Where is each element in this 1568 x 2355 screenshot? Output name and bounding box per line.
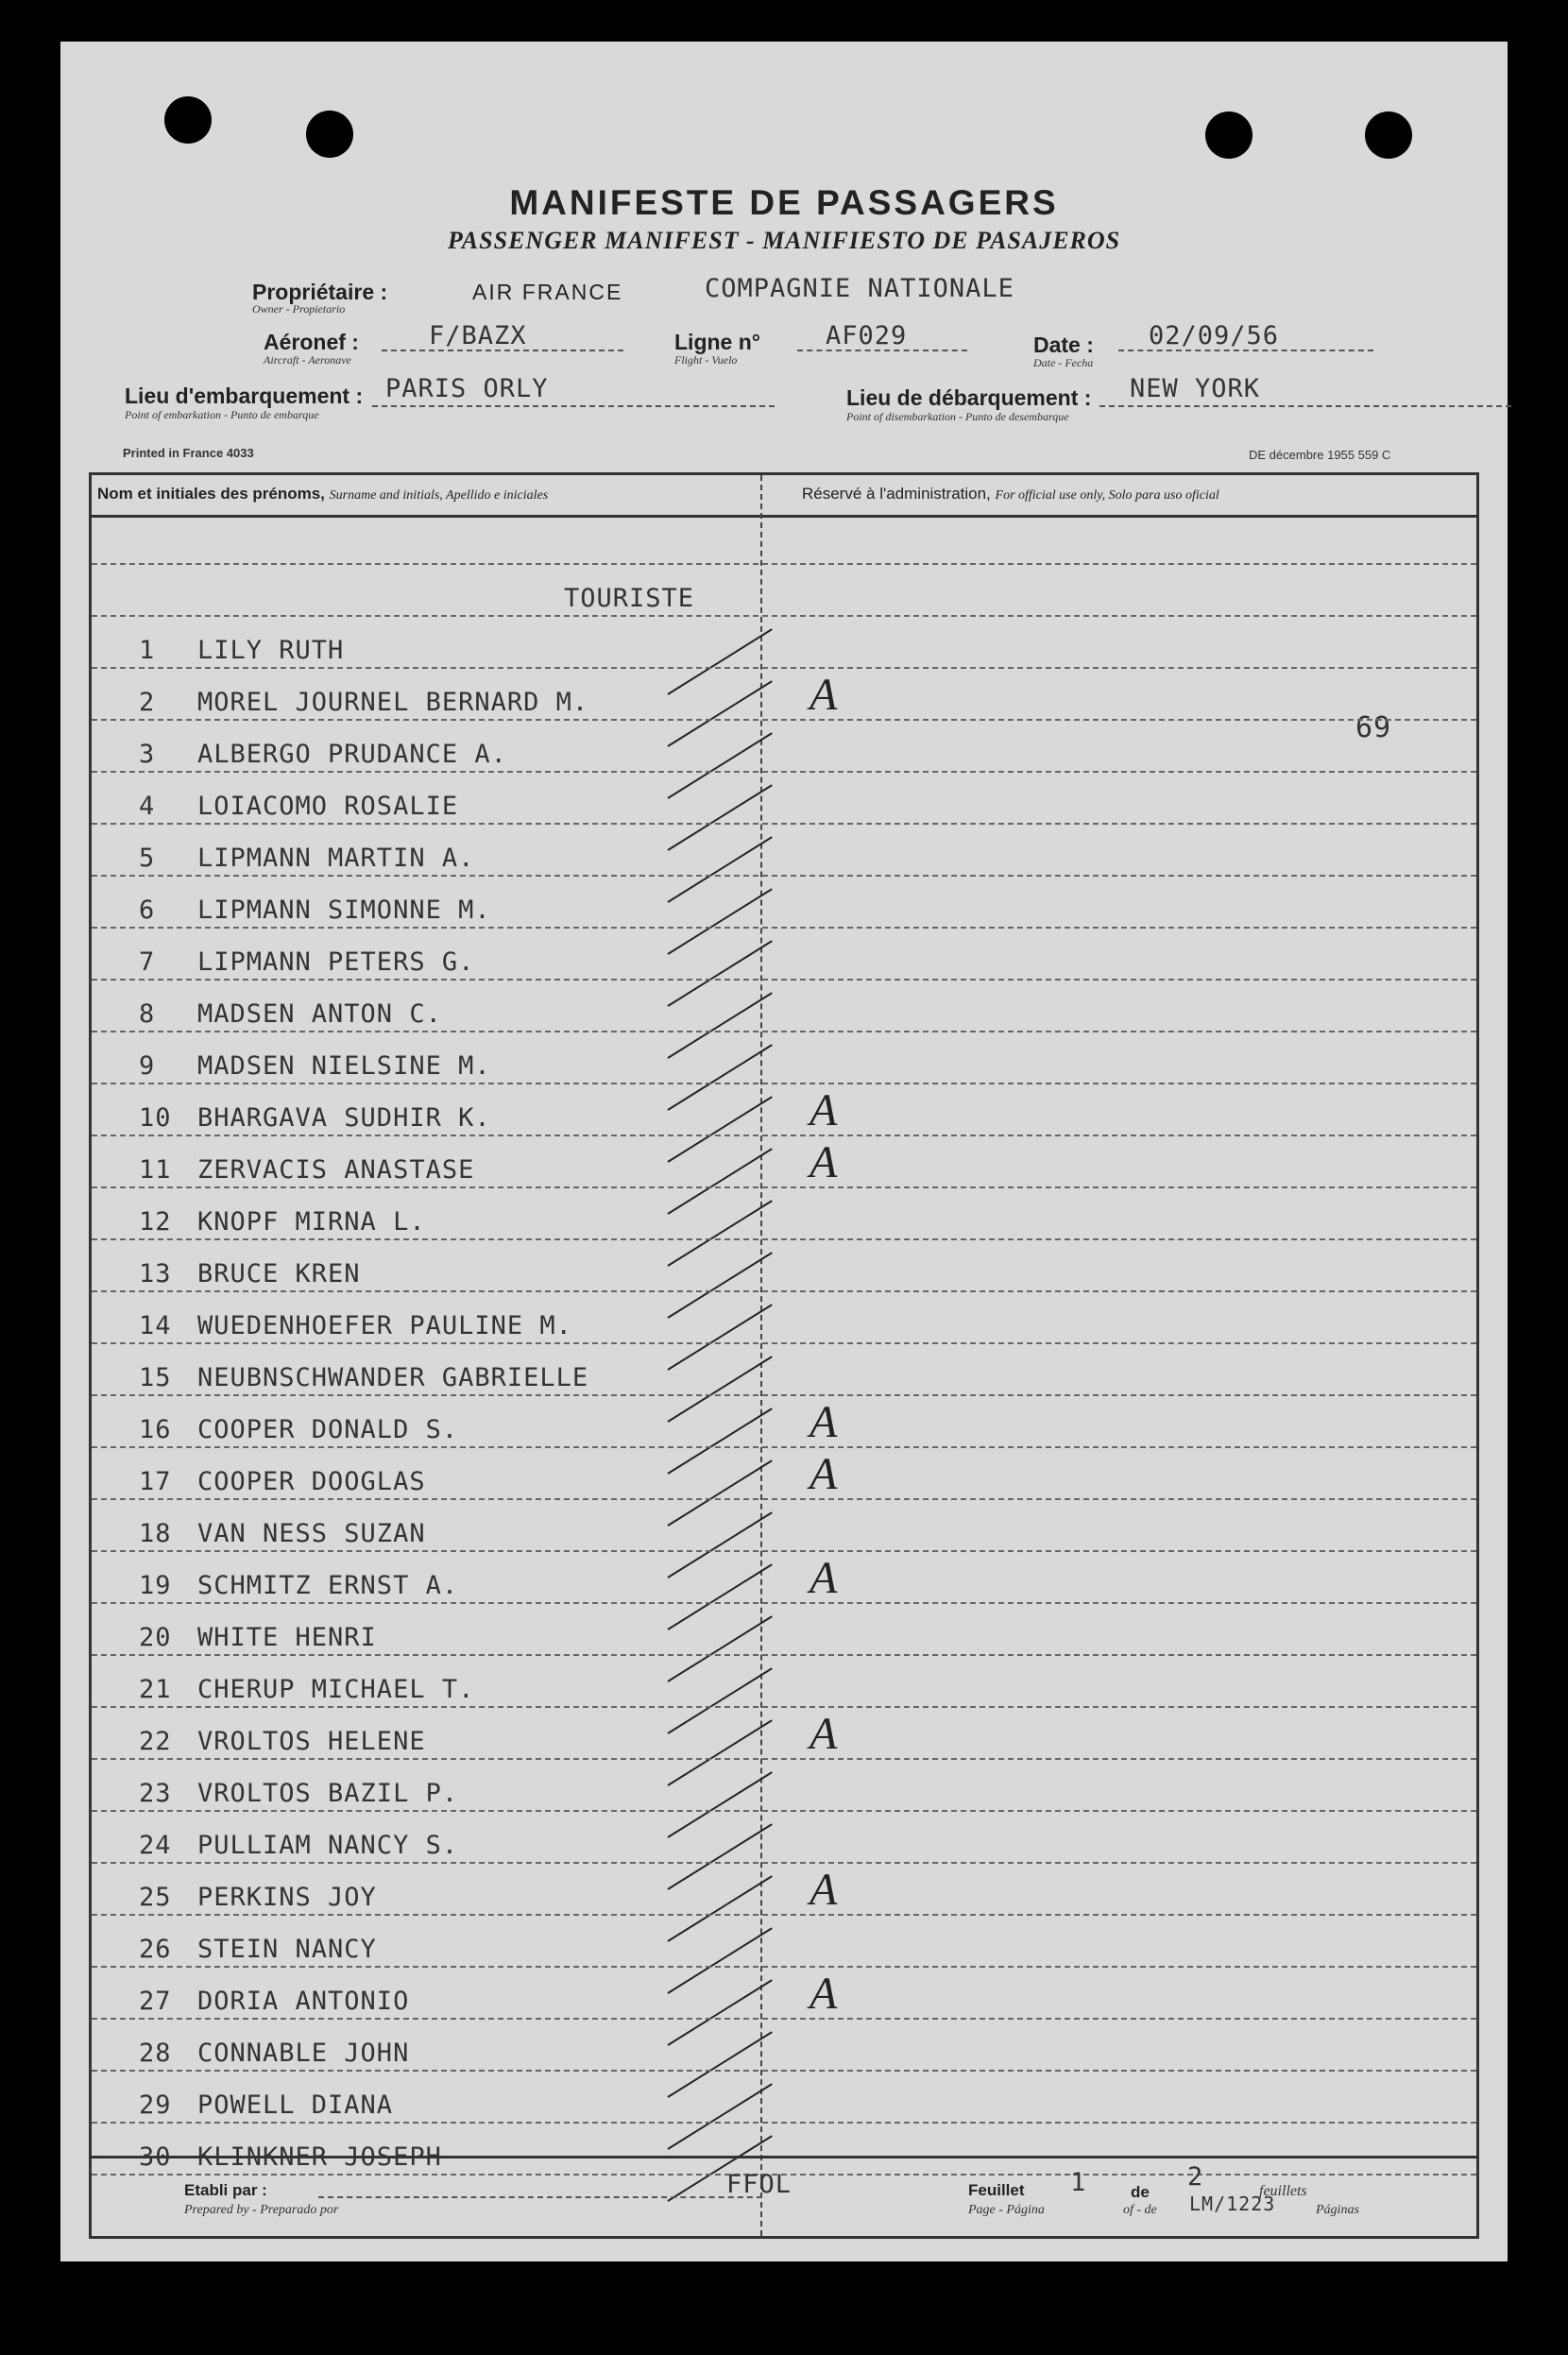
passenger-name: COOPER DOOGLAS — [197, 1467, 426, 1496]
table-row-class — [92, 565, 1476, 617]
passenger-name: CONNABLE JOHN — [197, 2039, 410, 2068]
official-mark: A — [810, 1137, 838, 1187]
date-label: Date : — [1033, 333, 1094, 357]
prepared-sublabel: Prepared by - Preparado por — [184, 2203, 339, 2217]
passenger-name: COOPER DONALD S. — [197, 1415, 459, 1444]
aircraft-sublabel: Aircraft - Aeronave — [264, 353, 351, 367]
table-row — [92, 1396, 1476, 1448]
official-mark: A — [810, 1397, 838, 1447]
table-row — [92, 1032, 1476, 1084]
table-row — [92, 1448, 1476, 1500]
table-row — [92, 2072, 1476, 2124]
table-row — [92, 1656, 1476, 1708]
passenger-entry — [139, 1571, 458, 1600]
table-row — [92, 721, 1476, 773]
passenger-entry — [139, 1623, 377, 1652]
table-row — [92, 1240, 1476, 1292]
disembarkation-line — [1099, 405, 1511, 407]
passenger-name: STEIN NANCY — [197, 1935, 377, 1964]
punch-hole — [164, 96, 212, 144]
table-row — [92, 669, 1476, 721]
passenger-number: 22 — [139, 1727, 172, 1756]
page-subtitle: PASSENGER MANIFEST - MANIFIESTO DE PASAJEROS — [447, 227, 1121, 254]
embarkation-line — [372, 405, 775, 407]
passenger-entry — [139, 1259, 361, 1288]
table-row — [92, 825, 1476, 877]
table-row — [92, 2020, 1476, 2072]
table-row — [92, 1604, 1476, 1656]
passenger-number: 28 — [139, 2039, 172, 2068]
passenger-entry — [139, 1155, 474, 1185]
passenger-name: VROLTOS HELENE — [197, 1727, 426, 1756]
passenger-entry — [139, 1467, 426, 1496]
passenger-number: 12 — [139, 1207, 172, 1237]
official-mark: A — [810, 670, 838, 720]
passenger-entry — [139, 896, 491, 925]
passenger-entry — [139, 2090, 393, 2120]
table-row — [92, 1864, 1476, 1916]
owner-typed: COMPAGNIE NATIONALE — [705, 274, 1014, 303]
passenger-name: POWELL DIANA — [197, 2090, 394, 2120]
date-line — [1118, 350, 1373, 351]
passenger-number: 15 — [139, 1363, 172, 1392]
passenger-name: NEUBNSCHWANDER GABRIELLE — [197, 1363, 589, 1392]
passenger-name: MOREL JOURNEL BERNARD M. — [197, 688, 589, 717]
passenger-entry — [139, 792, 458, 821]
passenger-number: 13 — [139, 1259, 172, 1288]
passenger-number: 19 — [139, 1571, 172, 1600]
table-row — [92, 1500, 1476, 1552]
owner-sublabel: Owner - Propietario — [252, 302, 346, 316]
form-reference: DE décembre 1955 559 C — [1249, 448, 1391, 462]
class-label: TOURISTE — [564, 584, 695, 613]
passenger-entry — [139, 1103, 491, 1133]
passenger-entry — [139, 1727, 426, 1756]
table-footer — [92, 2156, 1476, 2236]
passenger-entry — [139, 688, 588, 717]
passenger-table — [89, 472, 1479, 2239]
passenger-name: WUEDENHOEFER PAULINE M. — [197, 1311, 572, 1340]
passenger-number: 9 — [139, 1051, 156, 1081]
prepared-value: FFOL — [726, 2170, 793, 2199]
table-row — [92, 1552, 1476, 1604]
prepared-line — [318, 2196, 762, 2198]
passenger-name: MADSEN ANTON C. — [197, 999, 442, 1029]
passenger-name: LILY RUTH — [197, 636, 345, 665]
passenger-entry — [139, 947, 474, 977]
passenger-number: 23 — [139, 1779, 172, 1808]
table-row — [92, 1292, 1476, 1344]
passenger-number: 14 — [139, 1311, 172, 1340]
official-mark: A — [810, 1709, 838, 1759]
passenger-name: ZERVACIS ANASTASE — [197, 1155, 475, 1185]
table-row — [92, 1136, 1476, 1188]
passenger-number: 2 — [139, 688, 156, 717]
passenger-entry — [139, 1311, 572, 1340]
col-name-header-text: Nom et initiales des prénoms, — [97, 485, 325, 503]
passenger-number: 26 — [139, 1935, 172, 1964]
sheet-label: Feuillet — [968, 2181, 1025, 2199]
col-name-header — [97, 485, 548, 503]
passenger-entry — [139, 1363, 588, 1392]
passenger-entry — [139, 1883, 377, 1912]
passenger-number: 16 — [139, 1415, 172, 1444]
manifest-page — [60, 42, 1508, 2261]
passenger-name: BRUCE KREN — [197, 1259, 361, 1288]
punch-hole — [1205, 111, 1253, 159]
passenger-number: 4 — [139, 792, 156, 821]
col-official-header — [802, 485, 1219, 503]
passenger-number: 1 — [139, 636, 156, 665]
official-mark: A — [810, 1865, 838, 1915]
of-sublabel: of - de — [1123, 2203, 1157, 2217]
table-row — [92, 1188, 1476, 1240]
passenger-entry — [139, 999, 442, 1029]
margin-number: 69 — [1355, 711, 1392, 744]
col-official-header-text: Réservé à l'administration, — [802, 485, 991, 503]
passenger-entry — [139, 1207, 426, 1237]
date-value: 02/09/56 — [1149, 321, 1280, 350]
official-mark: A — [810, 1553, 838, 1603]
of-label: de — [1131, 2183, 1150, 2201]
passenger-entry — [139, 1415, 458, 1444]
owner-value: AIR FRANCE — [472, 280, 623, 304]
date-sublabel: Date - Fecha — [1033, 356, 1094, 369]
passenger-name: LIPMANN SIMONNE M. — [197, 896, 491, 925]
official-mark: A — [810, 1449, 838, 1499]
official-mark: A — [810, 1085, 838, 1135]
passenger-number: 20 — [139, 1623, 172, 1652]
printed-note: Printed in France 4033 — [123, 446, 254, 460]
passenger-name: PERKINS JOY — [197, 1883, 377, 1912]
table-row — [92, 981, 1476, 1032]
passenger-number: 29 — [139, 2090, 172, 2120]
sheet-value: 1 — [1070, 2168, 1087, 2197]
passenger-entry — [139, 2039, 409, 2068]
punch-hole — [306, 111, 353, 158]
embarkation-value: PARIS ORLY — [385, 374, 549, 403]
sheets-sublabel: Páginas — [1316, 2203, 1359, 2217]
passenger-number: 25 — [139, 1883, 172, 1912]
passenger-entry — [139, 1675, 474, 1704]
passenger-entry — [139, 1779, 458, 1808]
flight-label: Ligne n° — [674, 330, 760, 354]
disembarkation-label: Lieu de débarquement : — [846, 385, 1092, 410]
passenger-name: MADSEN NIELSINE M. — [197, 1051, 491, 1081]
table-row — [92, 1760, 1476, 1812]
passenger-entry — [139, 1519, 426, 1548]
passenger-name: VAN NESS SUZAN — [197, 1519, 426, 1548]
passenger-name: SCHMITZ ERNST A. — [197, 1571, 459, 1600]
passenger-name: LIPMANN MARTIN A. — [197, 844, 475, 873]
table-row — [92, 773, 1476, 825]
owner-label: Propriétaire : — [252, 280, 388, 304]
passenger-entry — [139, 1935, 377, 1964]
sheets-label: feuillets — [1259, 2183, 1307, 2199]
passenger-number: 11 — [139, 1155, 172, 1185]
passenger-name: BHARGAVA SUDHIR K. — [197, 1103, 491, 1133]
prepared-label: Etabli par : — [184, 2181, 267, 2199]
passenger-number: 8 — [139, 999, 156, 1029]
passenger-name: KNOPF MIRNA L. — [197, 1207, 426, 1237]
passenger-name: LOIACOMO ROSALIE — [197, 792, 459, 821]
table-row — [92, 1916, 1476, 1968]
passenger-number: 27 — [139, 1987, 172, 2016]
passenger-name: PULLIAM NANCY S. — [197, 1831, 459, 1860]
passenger-entry — [139, 1051, 491, 1081]
sheet-sublabel: Page - Página — [968, 2203, 1045, 2217]
passenger-name: CHERUP MICHAEL T. — [197, 1675, 475, 1704]
passenger-number: 24 — [139, 1831, 172, 1860]
passenger-name: WHITE HENRI — [197, 1623, 377, 1652]
passenger-number: 6 — [139, 896, 156, 925]
passenger-number: 5 — [139, 844, 156, 873]
table-row — [92, 1708, 1476, 1760]
col-name-header-sub: Surname and initials, Apellido e iniciales — [329, 488, 549, 503]
embarkation-sublabel: Point of embarkation - Punto de embarque — [125, 408, 319, 421]
passenger-number: 17 — [139, 1467, 172, 1496]
aircraft-label: Aéronef : — [264, 330, 359, 354]
total-sheets-value: 2 — [1187, 2162, 1204, 2192]
disembarkation-sublabel: Point of disembarkation - Punto de desembarque — [846, 410, 1069, 423]
table-row — [92, 617, 1476, 669]
flight-sublabel: Flight - Vuelo — [674, 353, 738, 367]
passenger-number: 3 — [139, 740, 156, 769]
table-header — [92, 475, 1476, 518]
passenger-entry — [139, 740, 507, 769]
disembarkation-value: NEW YORK — [1130, 374, 1261, 403]
aircraft-value: F/BAZX — [429, 321, 527, 350]
col-official-header-sub: For official use only, Solo para uso oficial — [995, 488, 1219, 503]
table-row — [92, 1968, 1476, 2020]
embarkation-label: Lieu d'embarquement : — [125, 384, 364, 408]
table-row — [92, 1344, 1476, 1396]
table-row — [92, 929, 1476, 981]
passenger-entry — [139, 1831, 458, 1860]
passenger-name: KLINKNER JOSEPH — [197, 2142, 442, 2172]
passenger-name: VROLTOS BAZIL P. — [197, 1779, 459, 1808]
passenger-name: DORIA ANTONIO — [197, 1987, 410, 2016]
passenger-number: 30 — [139, 2142, 172, 2172]
table-row — [92, 1084, 1476, 1136]
punch-hole — [1365, 111, 1412, 159]
page-title: MANIFESTE DE PASSAGERS — [509, 183, 1059, 222]
passenger-entry — [139, 1987, 409, 2016]
stamp-code: LM/1223 — [1189, 2193, 1276, 2215]
table-row-blank — [92, 515, 1476, 565]
flight-value: AF029 — [826, 321, 908, 350]
table-row — [92, 877, 1476, 929]
official-mark: A — [810, 1969, 838, 2019]
aircraft-line — [382, 350, 623, 351]
passenger-number: 21 — [139, 1675, 172, 1704]
passenger-number: 7 — [139, 947, 156, 977]
table-row — [92, 1812, 1476, 1864]
passenger-entry — [139, 844, 474, 873]
passenger-name: ALBERGO PRUDANCE A. — [197, 740, 507, 769]
passenger-number: 18 — [139, 1519, 172, 1548]
passenger-entry — [139, 636, 344, 665]
passenger-number: 10 — [139, 1103, 172, 1133]
passenger-name: LIPMANN PETERS G. — [197, 947, 475, 977]
flight-line — [797, 350, 967, 351]
